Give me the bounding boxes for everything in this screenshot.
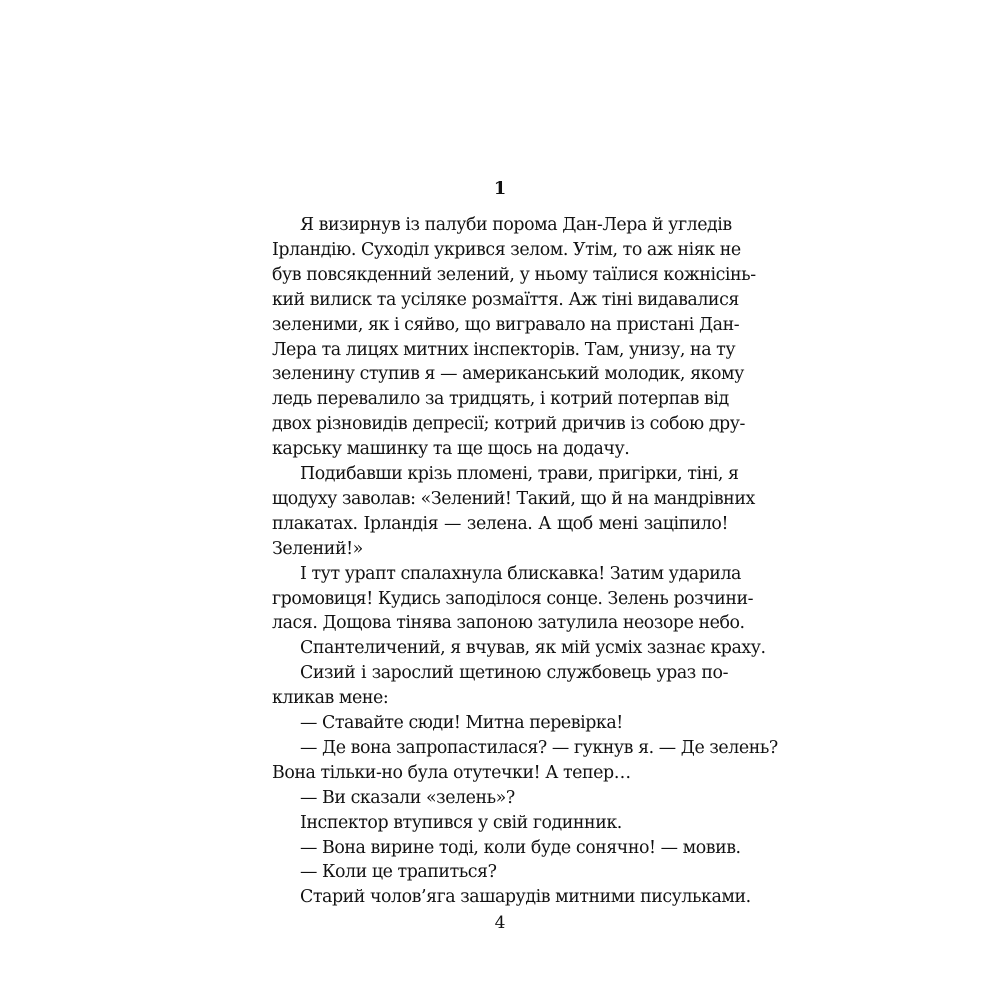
text-line: Лера та лицях митних інспекторів. Там, унизу, на ту	[272, 339, 736, 360]
text-line: плакатах. Ірландія — зелена. А щоб мені заціпило!	[272, 513, 728, 534]
chapter-number: 1	[493, 178, 507, 199]
text-line: кликав мене:	[272, 688, 389, 709]
text-line: Зелений!»	[272, 538, 363, 559]
text-line: — Ставайте сюди! Митна перевірка!	[300, 713, 623, 733]
text-line: був повсякденний зелений, у ньому таїлися кожнісінь-	[272, 264, 756, 285]
text-line: зеленину ступив я — американський молодик, якому	[272, 364, 744, 385]
text-line: Я визирнув із палуби порома Дан-Лера й угледів	[300, 215, 732, 235]
text-line: Інспектор втупився у свій годинник.	[300, 812, 622, 833]
text-line: — Де вона запропастилася? — гукнув я. — Де зелень?	[300, 737, 778, 758]
text-line: Вона тільки-но була отутечки! А тепер…	[272, 762, 631, 783]
text-line: — Коли це трапиться?	[300, 862, 497, 883]
text-line: громовиця! Кудись заподілося сонце. Зелень розчини-	[272, 588, 754, 609]
text-line: зеленими, як і сяйво, що вигравало на пристані Дан-	[272, 314, 740, 335]
text-line: Подибавши крізь пломені, трави, пригірки, тіні, я	[300, 464, 739, 484]
text-line: — Вона вирине тоді, коли буде сонячно! — мовив.	[300, 837, 741, 858]
text-line: лася. Дощова тінява запоною затулила неозоре небо.	[272, 613, 745, 634]
text-line: двох різновидів депресії; котрий дричив із собою дру-	[272, 414, 745, 435]
text-line: щодуху заволав: «Зелений! Такий, що й на мандрівних	[272, 488, 755, 509]
page-number: 4	[494, 913, 506, 933]
text-line: Сизий і зарослий щетиною службовець ураз по-	[300, 663, 728, 684]
text-line: кий вилиск та усіляке розмаїття. Аж тіні видавалися	[272, 289, 739, 310]
text-line: І тут урапт спалахнула блискавка! Затим ударила	[300, 563, 741, 584]
text-line: Старий чолов’яга зашарудів митними писульками.	[300, 887, 751, 908]
text-line: карську машинку та ще щось на додачу.	[272, 439, 630, 460]
text-line: — Ви сказали «зелень»?	[300, 787, 515, 808]
text-line: ледь перевалило за тридцять, і котрий потерпав від	[272, 389, 729, 410]
text-line: Спантеличений, я вчував, як мій усміх зазнає краху.	[300, 638, 766, 659]
text-line: Ірландію. Суходіл укрився зелом. Утім, то аж ніяк не	[272, 239, 741, 260]
